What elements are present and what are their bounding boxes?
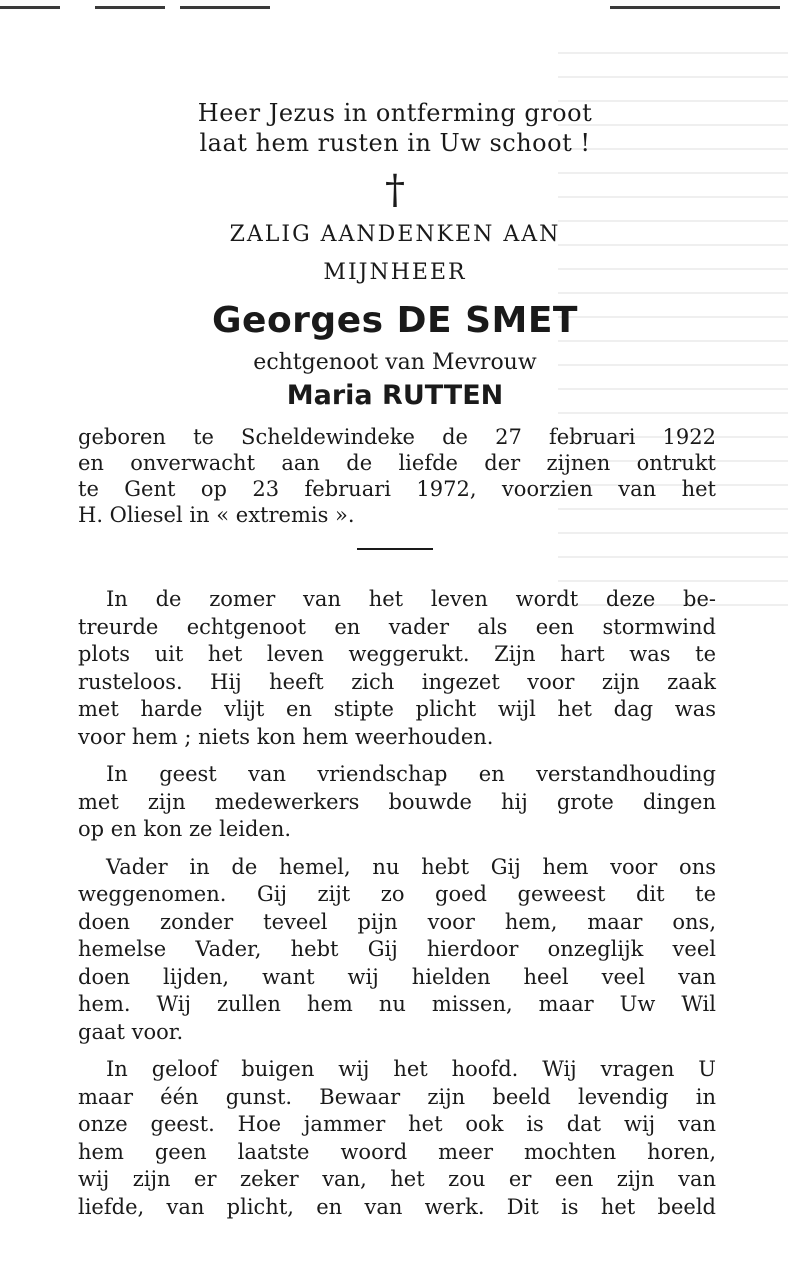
heading-line-1: ZALIG AANDENKEN AAN [229, 222, 561, 247]
birth-death-line: H. Oliesel in « extremis ». [78, 503, 355, 527]
paragraph-line: rusteloos. Hij heeft zich ingezet voor zijn zaak [78, 669, 716, 694]
scan-edge-marks [0, 6, 788, 10]
prayer-line-1: Heer Jezus in ontferming groot [197, 99, 593, 127]
paragraph-line: hem. Wij zullen hem nu missen, maar Uw Wil [78, 992, 716, 1016]
paragraph-line: doen lijden, want wij hielden heel veel van [78, 964, 716, 989]
paragraph-line: In geest van vriendschap en verstandhouding [106, 762, 716, 786]
paragraph-line: met zijn medewerkers bouwde hij grote dingen [78, 789, 716, 814]
paragraph-line: onze geest. Hoe jammer het ook is dat wij van [78, 1112, 716, 1136]
birth-death-line: te Gent op 23 februari 1972, voorzien van het [78, 477, 716, 501]
paragraph-line: treurde echtgenoot en vader als een stormwind [78, 614, 716, 639]
paragraph-line: gaat voor. [78, 1019, 184, 1044]
paragraph-line: met harde vlijt en stipte plicht wijl het dag was [78, 697, 716, 721]
paragraph-line: voor hem ; niets kon hem weerhouden. [78, 724, 494, 749]
paragraph-line: Vader in de hemel, nu hebt Gij hem voor ons [106, 854, 716, 879]
paragraph [78, 854, 716, 1047]
paragraph-line: op en kon ze leiden. [78, 817, 292, 841]
paragraph-line: hem geen laatste woord meer mochten horen, [78, 1139, 716, 1164]
paragraph-line: weggenomen. Gij zijt zo goed geweest dit te [78, 882, 716, 906]
spouse-label: echtgenoot van Mevrouw [253, 350, 537, 375]
paragraph-line: In de zomer van het leven wordt deze be- [106, 587, 716, 611]
birth-death-line: en onverwacht aan de liefde der zijnen ontrukt [78, 451, 716, 475]
paragraph-line: plots uit het leven weggerukt. Zijn hart was te [78, 642, 716, 666]
cross-icon: † [385, 167, 405, 213]
body-text [60, 586, 730, 1221]
deceased-name: Georges DE SMET [211, 300, 578, 341]
paragraph-line: wij zijn er zeker van, het zou er een zijn van [78, 1167, 716, 1191]
birth-death-text [60, 424, 730, 528]
spouse-name: Maria RUTTEN [286, 380, 504, 411]
divider [357, 548, 433, 550]
paragraph-line: hemelse Vader, hebt Gij hierdoor onzeglijk veel [78, 937, 716, 961]
heading-line-2: MIJNHEER [323, 260, 467, 285]
paragraph [78, 586, 716, 751]
birth-death-line: geboren te Scheldewindeke de 27 februari 1922 [78, 425, 716, 449]
paragraph [78, 1056, 716, 1221]
prayer-line-2: laat hem rusten in Uw schoot ! [199, 129, 591, 157]
paragraph-line: In geloof buigen wij het hoofd. Wij vragen U [106, 1057, 716, 1081]
paragraph-line: liefde, van plicht, en van werk. Dit is het beeld [78, 1194, 716, 1219]
paragraph-line: doen zonder teveel pijn voor hem, maar ons, [78, 909, 716, 934]
paragraph [78, 761, 716, 844]
memorial-card [60, 98, 730, 1231]
paragraph-line: maar één gunst. Bewaar zijn beeld levendig in [78, 1084, 716, 1109]
